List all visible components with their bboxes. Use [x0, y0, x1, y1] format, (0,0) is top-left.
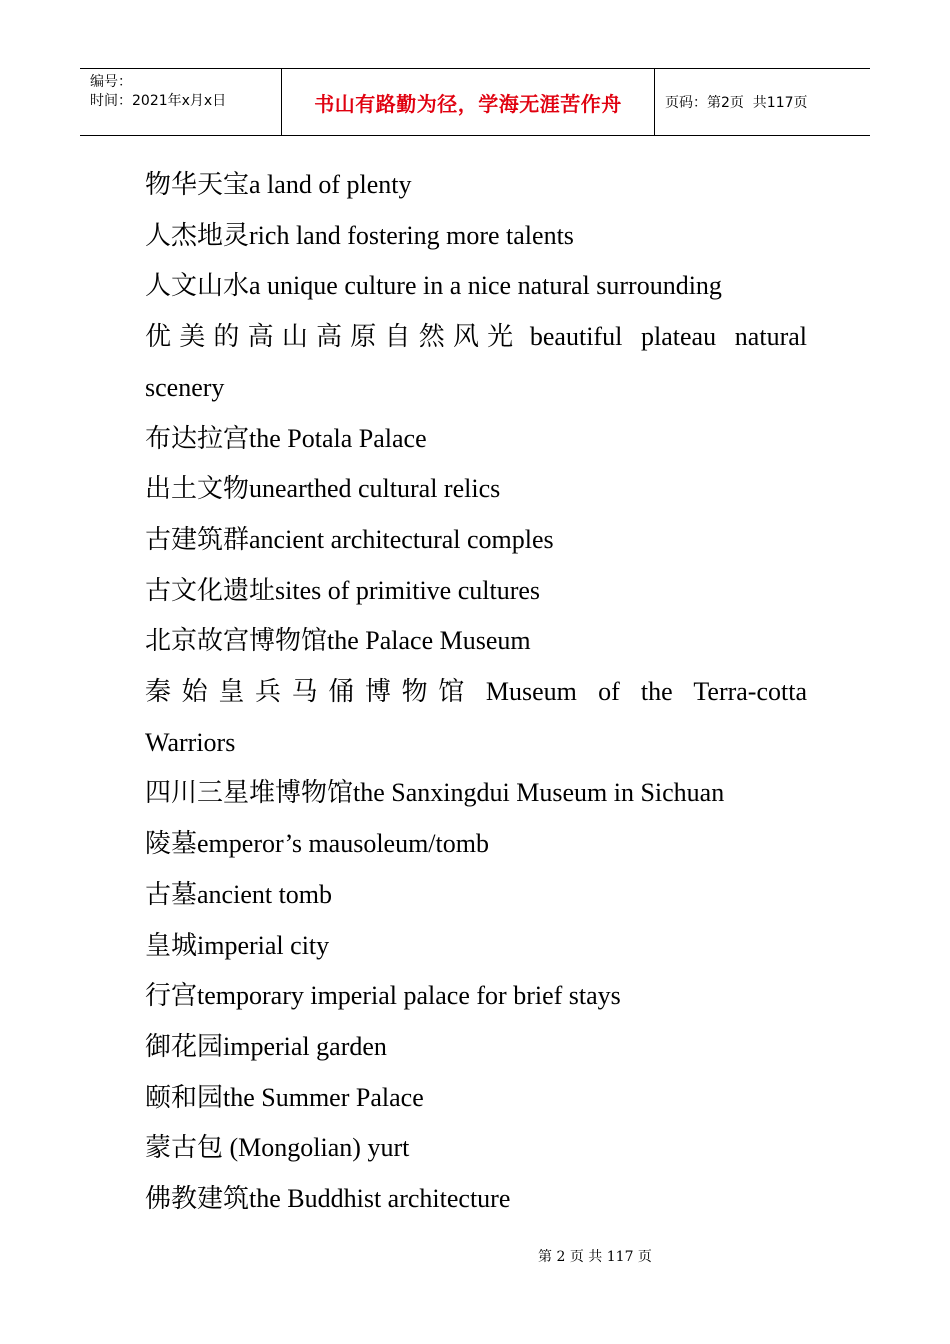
page-header: [80, 68, 870, 136]
entry-english: ancient architectural comples: [249, 524, 554, 554]
entry-chinese: 古文化遗址: [145, 575, 276, 606]
entry-english: emperor’s mausoleum/tomb: [197, 829, 489, 859]
glossary-entry: [145, 819, 807, 870]
entry-english: rich land fostering more talents: [249, 220, 574, 250]
entry-chinese: 优美的高山高原自然风光: [145, 322, 522, 353]
glossary-entry: [145, 870, 807, 921]
entry-english: Museum of the Terra-cotta Warriors: [145, 677, 807, 757]
entry-chinese: 古墓: [145, 879, 198, 910]
glossary-entry: [145, 160, 807, 211]
entry-chinese: 颐和园: [145, 1082, 224, 1113]
header-page-info: 页码：第2页 共117页: [665, 95, 808, 111]
entry-chinese: 御花园: [145, 1031, 224, 1062]
entry-chinese: 人杰地灵: [145, 220, 250, 251]
entry-english: ancient tomb: [197, 879, 333, 909]
glossary-entry: [145, 768, 807, 819]
entry-english: the Sanxingdui Museum in Sichuan: [353, 778, 725, 808]
glossary-entry: [145, 464, 807, 515]
page-footer: 第 2 页 共 117 页: [538, 1249, 652, 1265]
entry-chinese: 人文山水: [145, 271, 250, 302]
header-number-label: 编号：: [90, 74, 132, 90]
entry-english: imperial garden: [223, 1031, 387, 1061]
entry-english: a land of plenty: [249, 170, 412, 199]
entry-chinese: 四川三星堆博物馆: [145, 778, 354, 809]
entry-english: the Potala Palace: [249, 423, 427, 453]
entry-english: sites of primitive cultures: [275, 575, 541, 605]
entry-chinese: 秦始皇兵马俑博物馆: [145, 677, 475, 708]
header-motto: 书山有路勤为径，学海无涯苦作舟: [282, 69, 655, 135]
entry-chinese: 行宫: [145, 981, 198, 1012]
glossary-entry: [145, 211, 807, 262]
glossary-entry: [145, 1073, 807, 1124]
entry-chinese: 佛教建筑: [145, 1184, 250, 1215]
glossary-entry: [145, 1022, 807, 1073]
entry-english: the Buddhist architecture: [249, 1184, 511, 1214]
entry-english: unearthed cultural relics: [249, 474, 501, 504]
entry-chinese: 蒙古包: [145, 1133, 224, 1164]
glossary-entry: [145, 261, 807, 312]
entry-chinese: 古建筑群: [145, 524, 250, 555]
entry-english: imperial city: [197, 930, 330, 960]
entry-english: temporary imperial palace for brief stays: [197, 981, 621, 1011]
entry-chinese: 出土文物: [145, 474, 250, 505]
entry-chinese: 皇城: [145, 930, 198, 961]
glossary-entry: [145, 971, 807, 1022]
glossary-entry: [145, 414, 807, 465]
glossary-entry: [145, 312, 807, 413]
entry-english: (Mongolian) yurt: [223, 1133, 410, 1163]
glossary-entry: [145, 1174, 807, 1225]
header-meta: [80, 69, 282, 135]
glossary-entry: [145, 921, 807, 972]
glossary-entry: [145, 1123, 807, 1174]
entry-chinese: 陵墓: [145, 829, 198, 860]
glossary-entry: [145, 515, 807, 566]
entry-english: beautiful plateau natural scenery: [145, 322, 807, 402]
entry-chinese: 物华天宝: [145, 170, 250, 200]
glossary-entry: [145, 566, 807, 617]
header-date-label: 时间：2021年x月x日: [90, 93, 227, 109]
entry-chinese: 北京故宫博物馆: [145, 626, 328, 657]
entry-english: a unique culture in a nice natural surrounding: [249, 271, 722, 301]
entry-english: the Palace Museum: [327, 626, 531, 656]
glossary-entry: [145, 667, 807, 768]
entry-english: the Summer Palace: [223, 1082, 424, 1112]
entry-chinese: 布达拉宫: [145, 423, 250, 454]
glossary-list: [145, 160, 807, 1225]
glossary-entry: [145, 616, 807, 667]
